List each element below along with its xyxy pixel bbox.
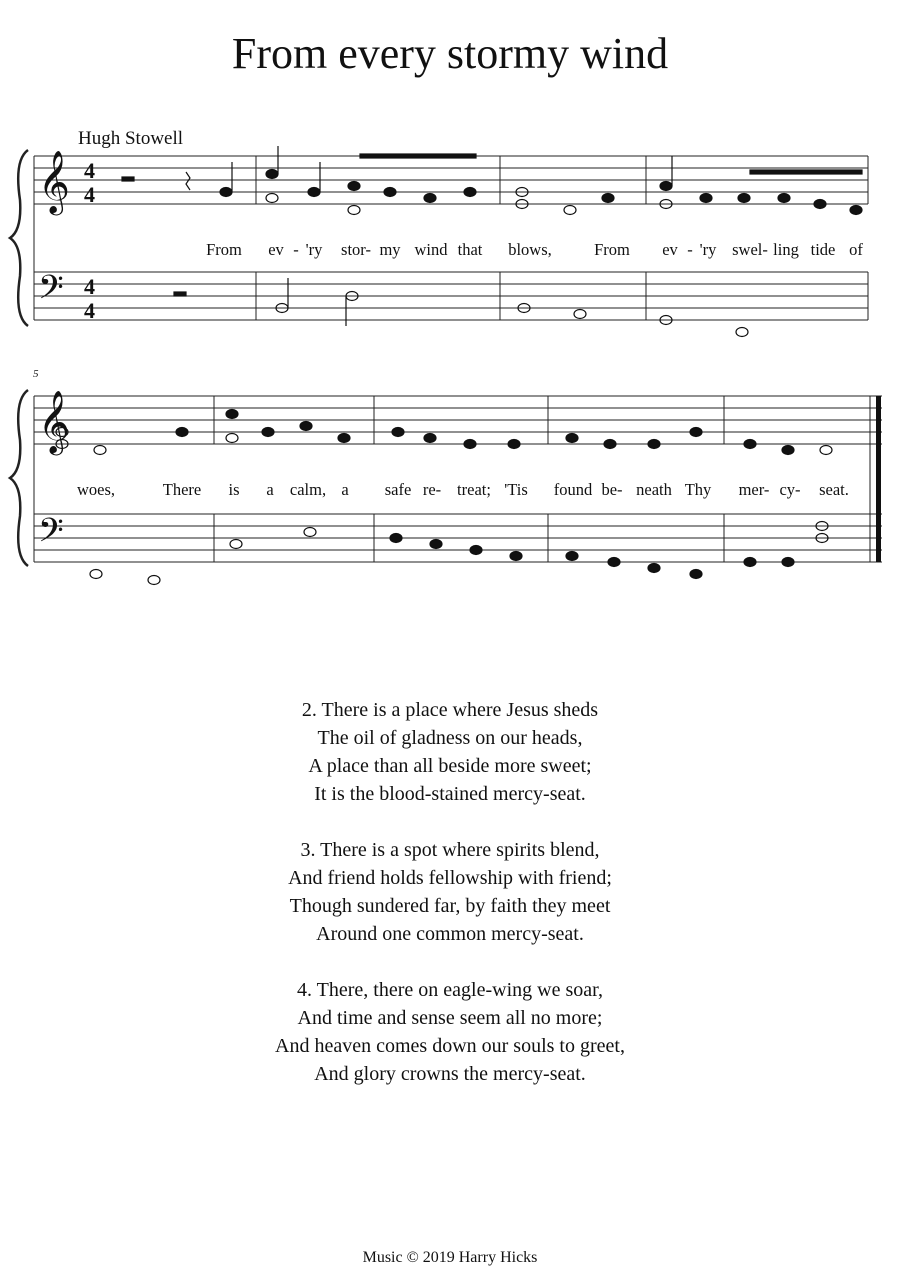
note xyxy=(348,182,360,191)
note xyxy=(266,170,278,179)
lyric-syllable: neath xyxy=(636,480,672,499)
verse-line: It is the blood-stained mercy-seat. xyxy=(314,783,586,805)
lyric-syllable: ev xyxy=(268,240,284,259)
note xyxy=(566,434,578,443)
note xyxy=(782,558,794,567)
note xyxy=(564,206,576,215)
note xyxy=(424,434,436,443)
note xyxy=(230,540,242,549)
lyric-syllable: stor- xyxy=(341,240,371,259)
verse-line: Around one common mercy-seat. xyxy=(316,923,584,945)
lyric-syllable: a xyxy=(341,480,349,499)
lyric-syllable: swel- xyxy=(732,240,768,259)
lyric-syllable: calm, xyxy=(289,480,327,499)
note xyxy=(300,422,312,431)
bass-staff-2 xyxy=(34,514,882,562)
lyric-syllable: Thy xyxy=(684,480,712,499)
lyric-syllable: wind xyxy=(414,240,448,259)
note xyxy=(348,206,360,215)
verse-line: A place than all beside more sweet; xyxy=(308,755,592,777)
note xyxy=(820,446,832,455)
lyric-hyphen: - xyxy=(687,240,693,259)
lyricist-credit: Hugh Stowell xyxy=(78,128,184,149)
note xyxy=(608,558,620,567)
note xyxy=(604,440,616,449)
note xyxy=(424,194,436,203)
lyric-syllable: that xyxy=(457,240,483,259)
measure-number: 5 xyxy=(33,368,39,380)
time-sig-top: 4 xyxy=(84,274,95,299)
bass-staff-1 xyxy=(34,272,868,320)
lyric-syllable: There xyxy=(162,480,202,499)
beam xyxy=(360,154,476,158)
bass-clef-icon: 𝄢 xyxy=(38,269,64,315)
note xyxy=(602,194,614,203)
note xyxy=(508,440,520,449)
lyric-syllable: seat. xyxy=(819,480,849,499)
final-barline xyxy=(876,396,881,562)
brace-1 xyxy=(10,150,28,326)
verse-3 xyxy=(0,836,900,948)
barlines-2 xyxy=(34,396,870,562)
verse-line: And heaven comes down our souls to greet, xyxy=(275,1035,625,1057)
rest xyxy=(122,177,134,181)
rest xyxy=(174,292,186,296)
note xyxy=(778,194,790,203)
note xyxy=(338,434,350,443)
note xyxy=(648,564,660,573)
verses xyxy=(0,696,900,1116)
verse-line: 4. There, there on eagle-wing we soar, xyxy=(297,979,603,1001)
music-score xyxy=(0,0,900,600)
note xyxy=(390,534,402,543)
note xyxy=(430,540,442,549)
verse-line: And time and sense seem all no more; xyxy=(297,1007,603,1029)
lyric-hyphen: - xyxy=(293,240,299,259)
note xyxy=(700,194,712,203)
note xyxy=(464,188,476,197)
note xyxy=(470,546,482,555)
lyric-syllable: ev xyxy=(662,240,678,259)
verse-line: And friend holds fellowship with friend; xyxy=(288,867,612,889)
note xyxy=(226,434,238,443)
note xyxy=(566,552,578,561)
note xyxy=(464,440,476,449)
lyric-syllable: 'ry xyxy=(305,240,323,259)
note xyxy=(690,570,702,579)
lyric-syllable: be- xyxy=(601,480,623,499)
note xyxy=(392,428,404,437)
note xyxy=(738,194,750,203)
lyric-syllable: woes, xyxy=(76,480,116,499)
note xyxy=(744,440,756,449)
lyric-syllable: blows, xyxy=(508,240,552,259)
lyric-syllable: treat; xyxy=(457,480,491,499)
treble-staff-2 xyxy=(34,396,882,444)
verse-line: Though sundered far, by faith they meet xyxy=(289,895,611,917)
note xyxy=(262,428,274,437)
note xyxy=(736,328,748,337)
lyric-syllable: re- xyxy=(422,480,442,499)
lyric-syllable: my xyxy=(379,240,401,259)
lyric-syllable: of xyxy=(849,240,863,259)
note xyxy=(304,528,316,537)
note xyxy=(660,182,672,191)
lyric-syllable: tide xyxy=(810,240,836,259)
copyright-footer: Music © 2019 Harry Hicks xyxy=(362,1249,538,1266)
lyric-syllable: 'ry xyxy=(699,240,717,259)
note xyxy=(308,188,320,197)
note xyxy=(850,206,862,215)
note xyxy=(266,194,278,203)
lyric-syllable: a xyxy=(266,480,274,499)
note xyxy=(384,188,396,197)
lyric-syllable: is xyxy=(228,480,240,499)
note xyxy=(510,552,522,561)
beam xyxy=(750,170,862,174)
treble-clef-icon: 𝄞 xyxy=(38,390,70,453)
treble-clef-icon: 𝄞 xyxy=(38,150,70,213)
note xyxy=(690,428,702,437)
time-sig-bottom: 4 xyxy=(84,182,95,207)
time-sig-bottom: 4 xyxy=(84,298,95,323)
verse-4 xyxy=(0,976,900,1088)
note xyxy=(148,576,160,585)
lyric-syllable: cy- xyxy=(779,480,801,499)
verse-line: And glory crowns the mercy-seat. xyxy=(314,1063,586,1085)
verse-line: 2. There is a place where Jesus sheds xyxy=(301,699,599,721)
lyric-syllable: found xyxy=(553,480,593,499)
note xyxy=(814,200,826,209)
lyric-syllable: ling xyxy=(773,240,799,259)
note xyxy=(574,310,586,319)
page-title: From every stormy wind xyxy=(231,29,669,78)
bass-clef-icon: 𝄢 xyxy=(38,512,64,558)
note xyxy=(744,558,756,567)
verse-2 xyxy=(0,696,900,808)
note xyxy=(176,428,188,437)
verse-line: 3. There is a spot where spirits blend, xyxy=(300,839,600,861)
note xyxy=(782,446,794,455)
note xyxy=(226,410,238,419)
time-sig-top: 4 xyxy=(84,158,95,183)
note xyxy=(94,446,106,455)
note xyxy=(648,440,660,449)
lyric-syllable: mer- xyxy=(738,480,770,499)
rest xyxy=(186,172,190,190)
verse-line: The oil of gladness on our heads, xyxy=(317,727,583,749)
lyric-syllable: safe xyxy=(384,480,412,499)
note xyxy=(90,570,102,579)
barlines-1 xyxy=(34,156,868,320)
lyric-syllable: From xyxy=(206,240,242,259)
note xyxy=(220,188,232,197)
lyric-syllable: 'Tis xyxy=(504,480,528,499)
lyric-syllable: From xyxy=(594,240,630,259)
brace-2 xyxy=(10,390,28,566)
